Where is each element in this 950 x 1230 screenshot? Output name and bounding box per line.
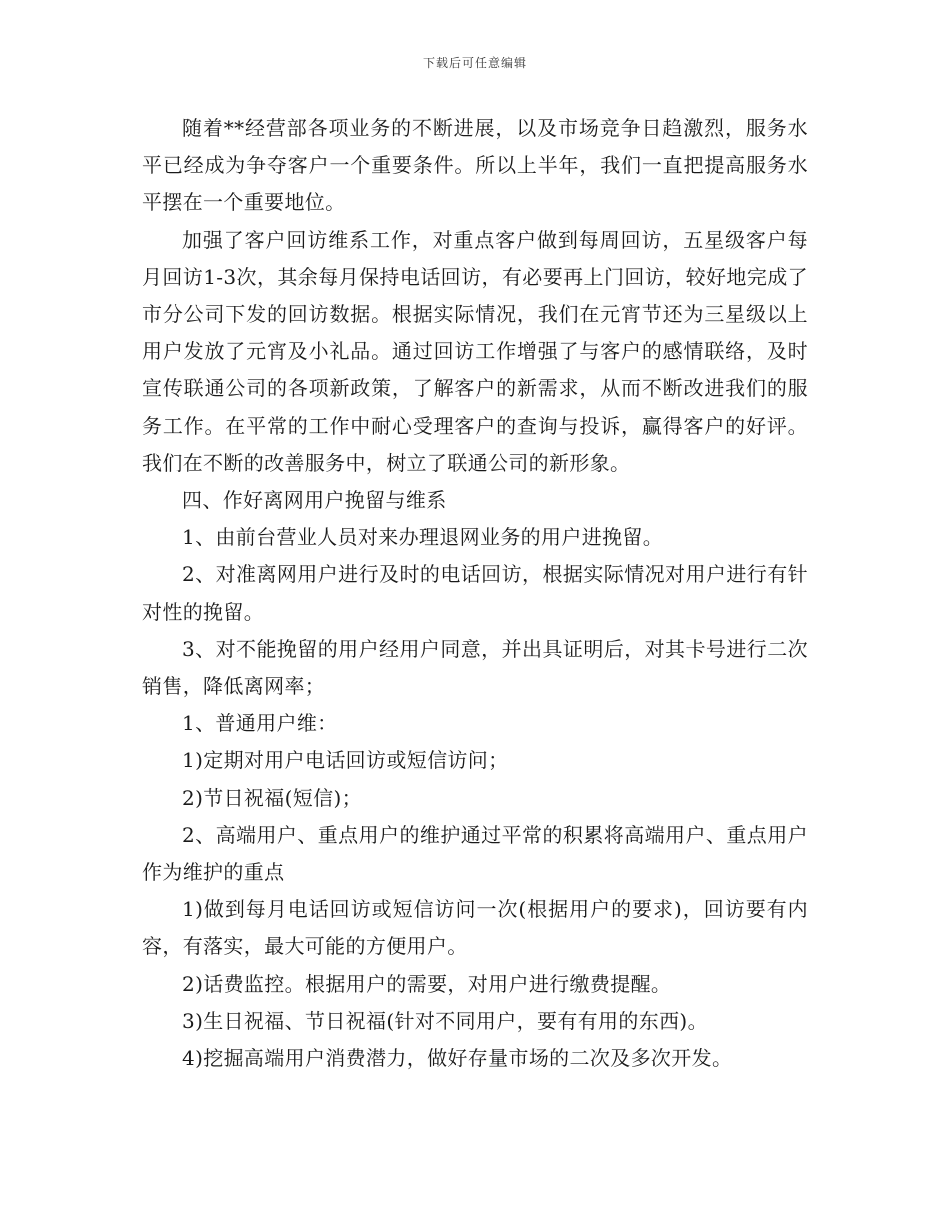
list-item: 2)话费监控。根据用户的需要，对用户进行缴费提醒。: [182, 971, 672, 996]
list-item: 1、由前台营业人员对来办理退网业务的用户进挽留。: [182, 525, 664, 550]
paragraph-customer-visits: 加强了客户回访维系工作，对重点客户做到每周回访，五星级客户每月回访1-3次，其余每月保持电话回访，有必要再上门回访，较好地完成了市分公司下发的回访数据。根据实际情况，我们在元宵节还为三星级以上用户发放了元宵及小礼品。通过回访工作增强了与客户的感情联络，及时宣传联通公司的各项新政策，了解客户的新需求，从而不断改进我们的服务工作。在平常的工作中耐心受理客户的查询与投诉，赢得客户的好评。我们在不断的改善服务中，树立了联通公司的新形象。: [142, 227, 808, 475]
list-item: 3、对不能挽留的用户经用户同意，并出具证明后，对其卡号进行二次销售，降低离网率；: [142, 636, 808, 699]
document-body: [142, 110, 808, 1077]
list-item: 3)生日祝福、节日祝福(针对不同用户，要有有用的东西)。: [182, 1008, 708, 1033]
list-item: 1)做到每月电话回访或短信访问一次(根据用户的要求)，回访要有内容，有落实，最大可能的方便用户。: [142, 897, 808, 959]
list-item: 1)定期对用户电话回访或短信访问；: [182, 748, 509, 773]
section-heading-retention: 四、作好离网用户挽留与维系: [182, 488, 447, 513]
list-item: 2、对准离网用户进行及时的电话回访，根据实际情况对用户进行有针对性的挽留。: [142, 562, 808, 624]
list-item: 4)挖掘高端用户消费潜力，做好存量市场的二次及多次开发。: [182, 1046, 733, 1071]
list-item: 1、普通用户维：: [182, 711, 338, 736]
page-header-note: 下载后可任意编辑: [422, 56, 527, 70]
paragraph-service-intro: 随着**经营部各项业务的不断进展，以及市场竞争日趋激烈，服务水平已经成为争夺客户一个重要条件。所以上半年，我们一直把提高服务水平摆在一个重要地位。: [142, 116, 808, 215]
list-item: 2、高端用户、重点用户的维护通过平常的积累将高端用户、重点用户作为维护的重点: [142, 822, 808, 885]
list-item: 2)节日祝福(短信)；: [182, 785, 362, 810]
